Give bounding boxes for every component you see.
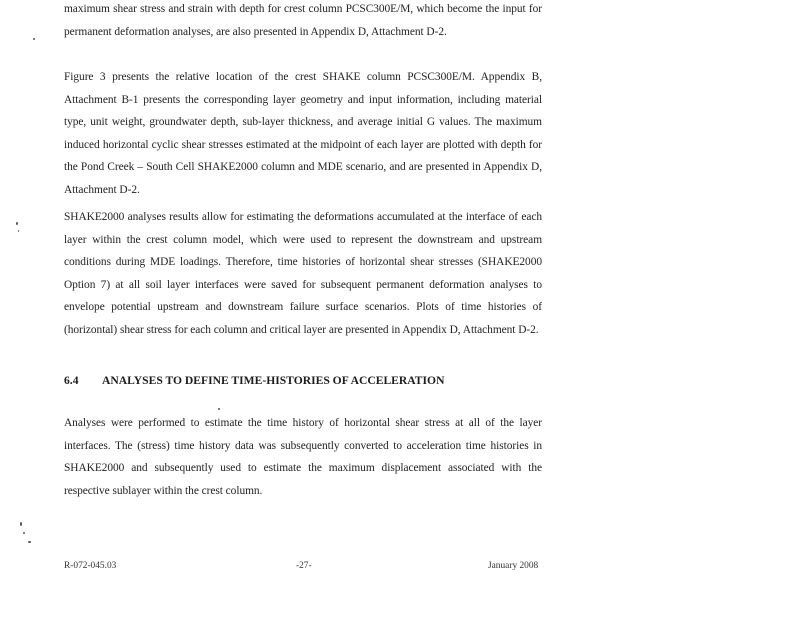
paragraph-shake2000-results: SHAKE2000 analyses results allow for estimating the deformations accumulated at the interface of each layer within the crest column model, which were used to represent the downstream and upstream conditions during MDE loadings. Therefore, time histories of horizontal shear stresses (SHAKE2000 Option 7) at all soil layer interfaces were saved for subsequent permanent deformation analyses to envelope potential upstream and downstream failure surface scenarios. Plots of time histories of (horizontal) shear stress for each column and critical layer are presented in Appendix D, Attachment D-2. bbox=[64, 211, 542, 336]
footer-document-number: R-072-045.03 bbox=[64, 561, 117, 571]
paragraph-shear-stress-output: maximum shear stress and strain with depth for crest column PCSC300E/M, which become the input for permanent deformation analyses, are also presented in Appendix D, Attachment D-2. bbox=[64, 3, 542, 38]
section-number: 6.4 bbox=[64, 374, 79, 387]
scan-speck bbox=[28, 541, 31, 543]
paragraph-acceleration-analyses: Analyses were performed to estimate the time history of horizontal shear stress at all of the layer interfaces. The (stress) time history data was subsequently converted to acceleration time histories in SHAKE2000 and subsequently used to estimate the maximum displacement associated with the respective sublayer within the crest column. bbox=[64, 417, 542, 497]
section-heading-6-4 bbox=[64, 374, 542, 387]
scan-speck bbox=[20, 522, 22, 526]
scan-speck bbox=[16, 222, 18, 225]
scan-speck bbox=[33, 38, 35, 40]
scan-speck bbox=[18, 230, 19, 232]
scan-speck bbox=[23, 532, 25, 534]
paragraph-figure-3-description: Figure 3 presents the relative location of the crest SHAKE column PCSC300E/M. Appendix B, Attachment B-1 presents the corresponding layer geometry and input information, including material type, unit weight, groundwater depth, sub-layer thickness, and average initial G values. The maximum induced horizontal cyclic shear stresses estimated at the midpoint of each layer are plotted with depth for the Pond Creek – South Cell SHAKE2000 column and MDE scenario, and are presented in Appendix D, Attachment D-2. bbox=[64, 71, 542, 196]
section-title: ANALYSES TO DEFINE TIME-HISTORIES OF ACCELERATION bbox=[102, 374, 445, 387]
scan-speck bbox=[218, 408, 220, 410]
footer-date: January 2008 bbox=[488, 561, 539, 571]
footer-page-number: -27- bbox=[296, 561, 312, 571]
